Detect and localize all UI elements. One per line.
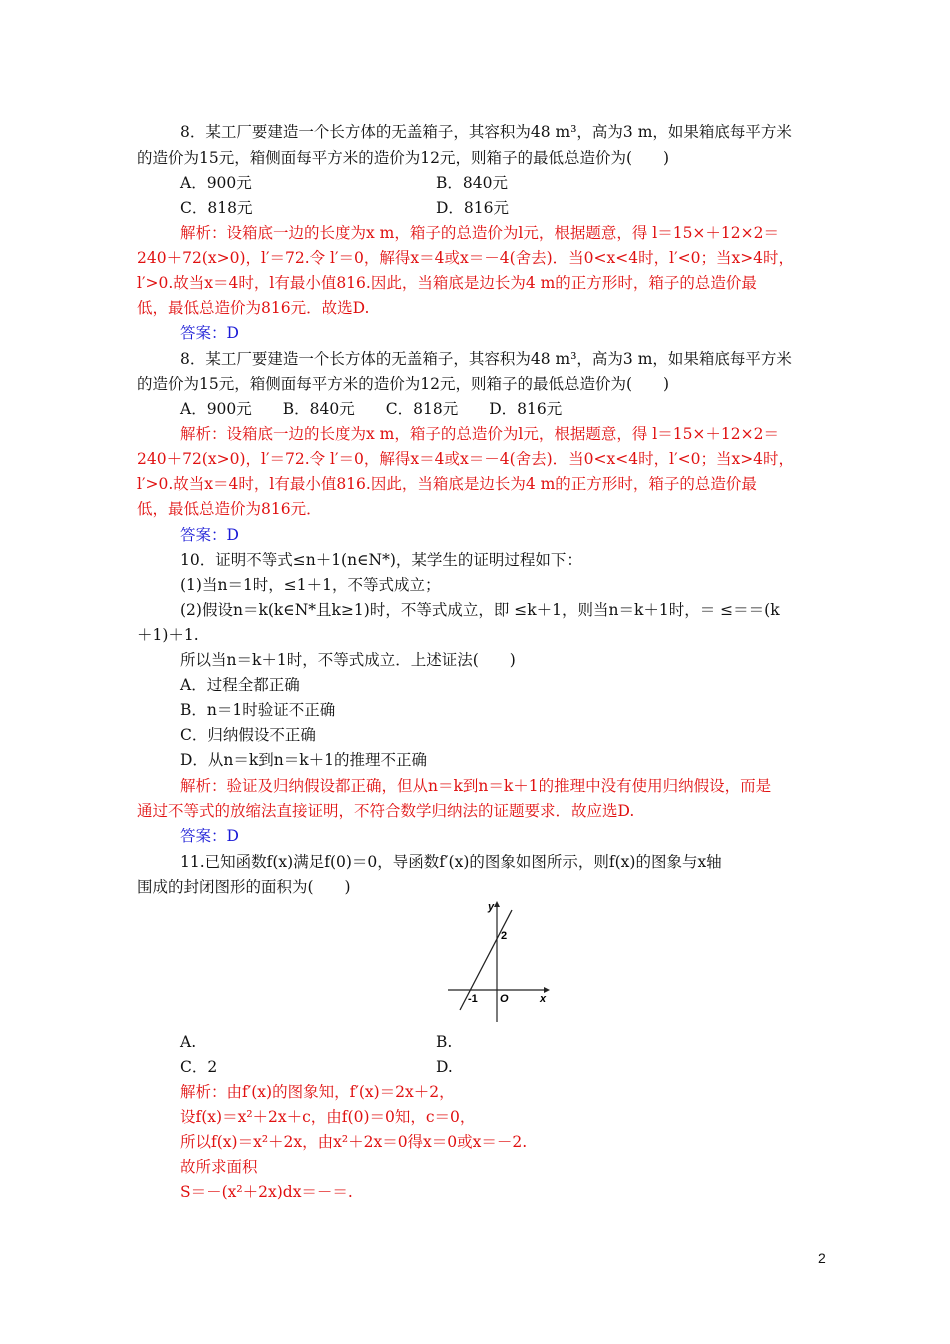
q11-solution-line3: 所以f(x)＝x²＋2x，由x²＋2x＝0得x＝0或x＝－2.: [180, 1133, 528, 1151]
q11-stem-line2: 围成的封闭图形的面积为( ): [137, 878, 351, 896]
q10-option-c: C．归纳假设不正确: [180, 726, 316, 744]
q8a-stem-line2: 的造价为15元，箱侧面每平方米的造价为12元，则箱子的最低总造价为( ): [137, 149, 670, 167]
q8a-stem-line1: 8．某工厂要建造一个长方体的无盖箱子，其容积为48 m³，高为3 m，如果箱底每平方米: [180, 123, 792, 141]
q10-step2-line1: (2)假设n＝k(k∈N*且k≥1)时，不等式成立，即 ≤k＋1，则当n＝k＋1时，＝ ≤＝＝(k: [180, 601, 780, 619]
y-intercept-label: 2: [501, 930, 508, 942]
q8a-solution-line1: 解析：设箱底一边的长度为x m，箱子的总造价为l元，根据题意，得 l＝15×＋12×2＝: [180, 224, 779, 242]
q8b-stem-line2: 的造价为15元，箱侧面每平方米的造价为12元，则箱子的最低总造价为( ): [137, 375, 670, 393]
origin-label: O: [500, 993, 509, 1005]
q10-conclusion: 所以当n＝k＋1时，不等式成立．上述证法( ): [180, 651, 516, 669]
q8a-answer: 答案：D: [180, 324, 239, 342]
q8a-solution-line3: l′>0.故当x＝4时，l有最小值816.因此，当箱底是边长为4 m的正方形时，箱子的总造价最: [137, 274, 757, 292]
y-axis-label: y: [488, 901, 495, 913]
q11-option-d: D.: [436, 1058, 453, 1076]
q8a-option-a: A．900元: [180, 174, 252, 192]
q8a-option-d: D．816元: [436, 199, 510, 217]
q8b-answer: 答案：D: [180, 526, 239, 544]
q8b-stem-line1: 8．某工厂要建造一个长方体的无盖箱子，其容积为48 m³，高为3 m，如果箱底每平方米: [180, 350, 792, 368]
q11-option-b: B.: [436, 1033, 453, 1051]
q8b-solution-line1: 解析：设箱底一边的长度为x m，箱子的总造价为l元，根据题意，得 l＝15×＋12×2＝: [180, 425, 779, 443]
y-axis-arrow: [494, 901, 500, 907]
q10-solution-line1: 解析：验证及归纳假设都正确，但从n＝k到n＝k＋1的推理中没有使用归纳假设，而是: [180, 777, 772, 795]
x-axis-label: x: [540, 993, 547, 1005]
q8b-solution-line2: 240＋72(x>0)，l′＝72.令 l′＝0，解得x＝4或x＝－4(舍去)．当0<x<4时，l′<0；当x>4时，: [137, 450, 795, 468]
q11-option-c: C．2: [180, 1058, 218, 1076]
q8b-solution-line3: l′>0.故当x＝4时，l有最小值816.因此，当箱底是边长为4 m的正方形时，箱子的总造价最: [137, 475, 757, 493]
q10-option-b: B．n＝1时验证不正确: [180, 701, 336, 719]
q10-option-a: A．过程全都正确: [180, 676, 300, 694]
q11-stem-line1: 11.已知函数f(x)满足f(0)＝0，导函数f′(x)的图象如图所示，则f(x)的图象与x轴: [180, 853, 722, 871]
q8b-solution-line4: 低，最低总造价为816元．: [137, 500, 322, 518]
q8b-options: A．900元 B．840元 C．818元 D．816元: [180, 400, 563, 418]
page-number: 2: [818, 1250, 826, 1266]
q10-answer: 答案：D: [180, 827, 239, 845]
q11-option-a: A.: [180, 1033, 197, 1051]
q8a-solution-line4: 低，最低总造价为816元．故选D.: [137, 299, 370, 317]
q11-solution-line2: 设f(x)＝x²＋2x＋c，由f(0)＝0知，c＝0，: [180, 1108, 476, 1126]
q10-solution-line2: 通过不等式的放缩法直接证明，不符合数学归纳法的证题要求．故应选D.: [137, 802, 635, 820]
q11-derivative-graph: [440, 898, 560, 1028]
q8a-option-c: C．818元: [180, 199, 253, 217]
q8a-solution-line2: 240＋72(x>0)，l′＝72.令 l′＝0，解得x＝4或x＝－4(舍去)．当0<x<4时，l′<0；当x>4时，: [137, 249, 795, 267]
q10-option-d: D．从n＝k到n＝k＋1的推理不正确: [180, 751, 428, 769]
q11-solution-line5: S＝－(x²＋2x)dx＝－＝.: [180, 1183, 353, 1201]
q10-step2-line2: ＋1)＋1.: [137, 626, 199, 644]
q8a-option-b: B．840元: [436, 174, 508, 192]
x-intercept-label: -1: [468, 993, 478, 1005]
q10-step1: (1)当n＝1时，≤1＋1，不等式成立；: [180, 576, 441, 594]
q10-stem: 10．证明不等式≤n＋1(n∈N*)，某学生的证明过程如下：: [180, 551, 582, 569]
q11-solution-line1: 解析：由f′(x)的图象知，f′(x)＝2x＋2，: [180, 1083, 455, 1101]
q11-solution-line4: 故所求面积: [180, 1158, 258, 1176]
